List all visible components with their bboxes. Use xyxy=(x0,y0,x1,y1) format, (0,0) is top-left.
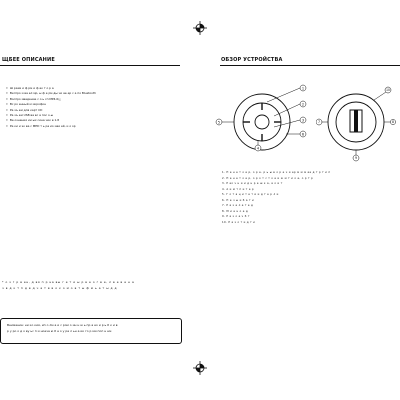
callout-2: 2 xyxy=(301,102,305,107)
warning-box xyxy=(0,318,182,344)
parts-list xyxy=(222,170,330,225)
list-item: 4. А и м т п и т е р xyxy=(222,187,254,191)
list-item: 1. Н е н е т о е р, о р е. р ь ы в о р е ч и ер м м м ае д т р т и п xyxy=(222,171,331,174)
list-item: • Воспро иведение с о ь сп MP4.0/¿ xyxy=(6,96,61,101)
callout-7: 7 xyxy=(317,120,321,125)
registration-mark-top xyxy=(193,21,207,35)
callout-3: 3 xyxy=(301,118,305,123)
list-item: 6. П е ч ы и б а т и xyxy=(222,198,255,202)
list-item: • Ра зъ ем USB ва вс а пос о-ы xyxy=(6,113,54,118)
device-center-button xyxy=(255,115,269,129)
callout-1: 1 xyxy=(301,86,305,91)
list-item: • Ре ки и эк ва с MED т ь ра ио иаи ей, и о ор xyxy=(6,123,76,128)
list-item: • Вкспро и ва ел мр, ы ф е рм ды чи ае ер с а по Bluetooth xyxy=(6,91,96,96)
list-item: • Ве ознения ии ых сина чик в 1.8 xyxy=(6,118,60,123)
crosshair-registration-icon xyxy=(193,361,207,375)
warning-line: Внимание: ни ко кия, ип о лм а и с ром о ин н ю ь пр а ео и р ь б к и в xyxy=(7,323,118,327)
registration-mark-bottom xyxy=(193,361,207,375)
list-item: 10. Р а з о т и д т и xyxy=(222,220,256,224)
list-item: 7. Р а з е л е т е д xyxy=(222,204,254,207)
callout-6: 6 xyxy=(301,132,305,137)
device-front-diagram xyxy=(212,82,322,152)
right-heading-rule xyxy=(220,65,400,66)
right-page-heading: ОБЗОР УСТРОЙСТВА xyxy=(221,57,283,63)
warning-line: р у ро о д о ву ьс п и ноеча ю б е о у ра л ьн а ик го р ми поп н нм xyxy=(7,329,112,333)
device-side-diagram xyxy=(316,82,396,162)
list-item: 2. Н е н е т о е р, о р о т с т о е и ж м т и о е, о р т р xyxy=(222,176,314,180)
list-item: • Ра зъ ем для карт СD xyxy=(6,107,43,112)
callout-4: 4 xyxy=(256,146,260,151)
left-heading-rule xyxy=(0,65,180,66)
list-item: • Ш разм и ф рм и ф ак т о р а xyxy=(6,86,54,90)
footnote-line: ч в д к т п д в д ч а т в в о к о м о в т ы ф м ь а т ы д д xyxy=(2,285,118,290)
list-item: 9. Р а з о е ч б т xyxy=(222,215,250,218)
list-item: • Вс ро енный м икрофон xyxy=(6,102,46,107)
callout-9: 9 xyxy=(354,156,358,161)
callout-5: 5 xyxy=(217,120,221,125)
footnote-line: * о з г р в ен, д вя п р на вы г е т и ы р в е о г в е, л в е в е н а xyxy=(2,280,135,284)
list-item: 5. Г о т а ц и т е т и и д т е р л и xyxy=(222,193,279,196)
callout-8: 8 xyxy=(391,120,395,125)
device-outer-ring xyxy=(234,94,290,150)
feature-list xyxy=(6,86,96,129)
list-item: 3. Р ео ч н и и д н р е ш к а, а о и т xyxy=(222,182,283,185)
list-item: 8. М и е н о е д xyxy=(222,209,249,213)
footnote xyxy=(2,280,134,292)
left-page-heading: ЩБЕЕ ОПИСАНИЕ xyxy=(2,57,55,63)
callout-10: 10 xyxy=(385,88,391,93)
crosshair-registration-icon xyxy=(193,21,207,35)
